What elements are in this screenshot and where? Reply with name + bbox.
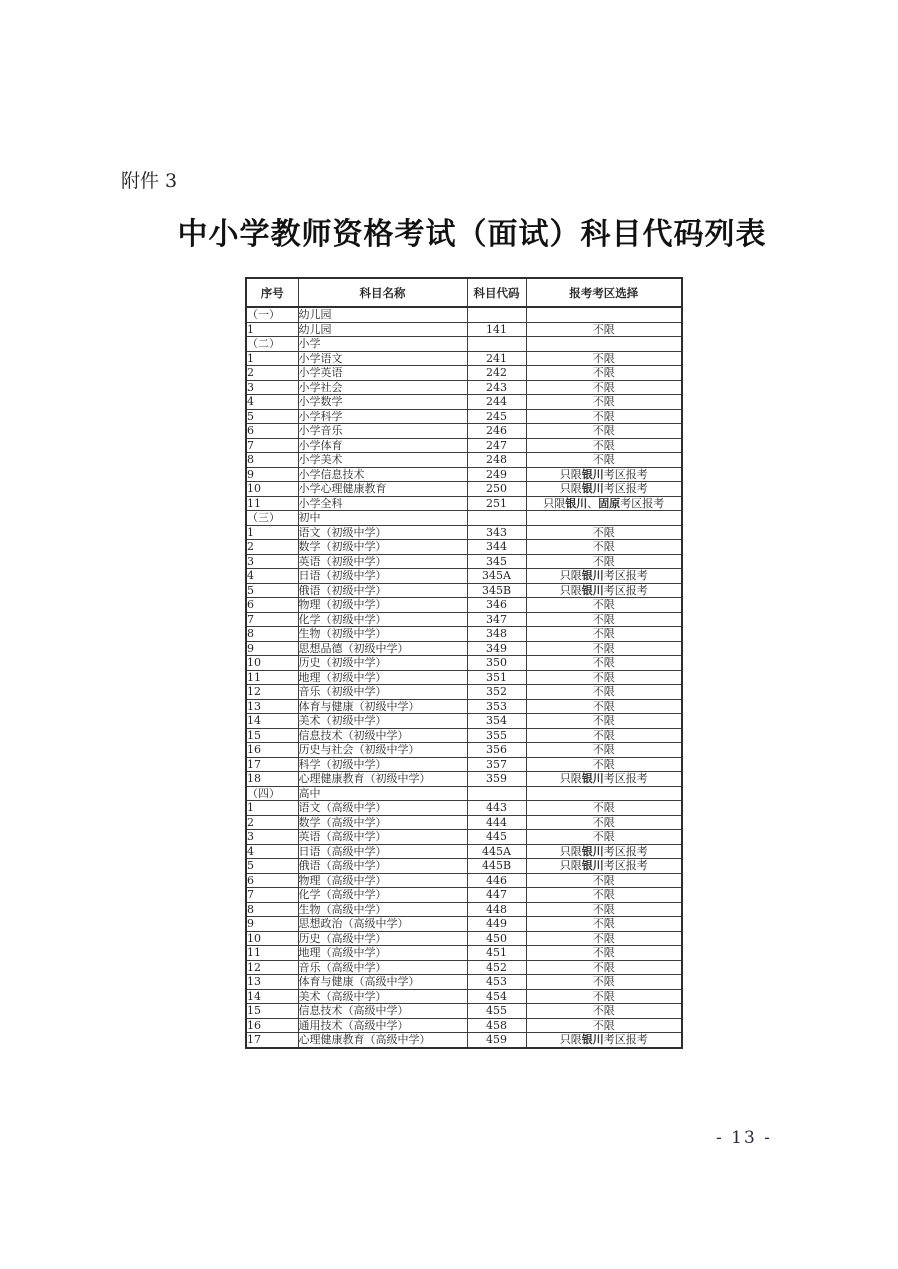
- cell-subject-code: 458: [467, 1018, 526, 1033]
- cell-no: 15: [246, 728, 298, 743]
- cell-subject-code: 346: [467, 598, 526, 613]
- table-row: [246, 960, 682, 975]
- cell-exam-area: 只限银川考区报考: [526, 583, 682, 598]
- cell-no: 2: [246, 540, 298, 555]
- cell-subject-code: [467, 511, 526, 526]
- cell-subject-name: 小学语文: [298, 351, 467, 366]
- cell-subject-name: 音乐（初级中学）: [298, 685, 467, 700]
- cell-no: 6: [246, 424, 298, 439]
- cell-subject-code: 359: [467, 772, 526, 787]
- cell-exam-area: 不限: [526, 757, 682, 772]
- cell-subject-name: 历史（高级中学）: [298, 931, 467, 946]
- cell-no: 9: [246, 917, 298, 932]
- cell-no: 11: [246, 670, 298, 685]
- cell-subject-name: 生物（初级中学）: [298, 627, 467, 642]
- cell-subject-code: 353: [467, 699, 526, 714]
- col-header-no: 序号: [246, 278, 298, 307]
- section-row: [246, 337, 682, 352]
- cell-exam-area: 不限: [526, 612, 682, 627]
- table-row: [246, 540, 682, 555]
- table-row: [246, 569, 682, 584]
- cell-subject-code: 446: [467, 873, 526, 888]
- cell-subject-name: 历史与社会（初级中学）: [298, 743, 467, 758]
- table-row: [246, 583, 682, 598]
- table-row: [246, 989, 682, 1004]
- cell-exam-area: 只限银川考区报考: [526, 859, 682, 874]
- col-header-code: 科目代码: [467, 278, 526, 307]
- cell-subject-code: 451: [467, 946, 526, 961]
- cell-subject-code: 354: [467, 714, 526, 729]
- cell-no: 3: [246, 380, 298, 395]
- cell-exam-area: 不限: [526, 815, 682, 830]
- cell-exam-area: [526, 307, 682, 322]
- cell-subject-code: 445A: [467, 844, 526, 859]
- cell-no: 3: [246, 554, 298, 569]
- cell-subject-name: 小学数学: [298, 395, 467, 410]
- cell-exam-area: 不限: [526, 873, 682, 888]
- table-row: [246, 409, 682, 424]
- cell-no: 10: [246, 482, 298, 497]
- cell-no: 17: [246, 757, 298, 772]
- cell-no: 14: [246, 714, 298, 729]
- cell-no: 5: [246, 409, 298, 424]
- table-row: [246, 931, 682, 946]
- cell-no: 15: [246, 1004, 298, 1019]
- table-row: [246, 699, 682, 714]
- cell-subject-code: 455: [467, 1004, 526, 1019]
- cell-exam-area: 只限银川考区报考: [526, 844, 682, 859]
- cell-exam-area: 只限银川考区报考: [526, 772, 682, 787]
- cell-exam-area: 不限: [526, 554, 682, 569]
- cell-exam-area: 不限: [526, 424, 682, 439]
- cell-subject-name: 幼儿园: [298, 322, 467, 337]
- cell-no: （四）: [246, 786, 298, 801]
- cell-no: 18: [246, 772, 298, 787]
- table-row: [246, 656, 682, 671]
- cell-exam-area: 不限: [526, 322, 682, 337]
- cell-subject-name: 小学信息技术: [298, 467, 467, 482]
- cell-no: 9: [246, 467, 298, 482]
- cell-no: 4: [246, 844, 298, 859]
- cell-no: 13: [246, 699, 298, 714]
- cell-no: 7: [246, 438, 298, 453]
- cell-subject-name: 地理（初级中学）: [298, 670, 467, 685]
- cell-subject-code: 246: [467, 424, 526, 439]
- cell-subject-name: 数学（初级中学）: [298, 540, 467, 555]
- cell-exam-area: 不限: [526, 540, 682, 555]
- cell-exam-area: 不限: [526, 1004, 682, 1019]
- cell-subject-name: 俄语（高级中学）: [298, 859, 467, 874]
- table-row: [246, 757, 682, 772]
- attachment-label: 附件 3: [121, 170, 178, 192]
- table-row: [246, 902, 682, 917]
- cell-subject-name: 物理（初级中学）: [298, 598, 467, 613]
- table-row: [246, 917, 682, 932]
- table-row: [246, 801, 682, 816]
- cell-no: 10: [246, 931, 298, 946]
- cell-subject-name: 英语（初级中学）: [298, 554, 467, 569]
- table-row: [246, 772, 682, 787]
- subject-code-table: [245, 277, 683, 1049]
- subject-code-table-container: [245, 277, 683, 1049]
- cell-exam-area: 不限: [526, 989, 682, 1004]
- cell-subject-code: 244: [467, 395, 526, 410]
- cell-subject-name: 科学（初级中学）: [298, 757, 467, 772]
- cell-exam-area: [526, 337, 682, 352]
- cell-no: 8: [246, 453, 298, 468]
- cell-subject-code: 245: [467, 409, 526, 424]
- cell-no: 16: [246, 1018, 298, 1033]
- cell-subject-code: 250: [467, 482, 526, 497]
- table-row: [246, 1004, 682, 1019]
- table-row: [246, 598, 682, 613]
- cell-subject-code: 251: [467, 496, 526, 511]
- table-row: [246, 438, 682, 453]
- cell-subject-code: 350: [467, 656, 526, 671]
- table-header: [246, 278, 682, 307]
- cell-subject-code: 351: [467, 670, 526, 685]
- table-row: [246, 453, 682, 468]
- table-row: [246, 1033, 682, 1048]
- cell-subject-code: 343: [467, 525, 526, 540]
- table-row: [246, 641, 682, 656]
- table-row: [246, 946, 682, 961]
- cell-exam-area: 只限银川考区报考: [526, 467, 682, 482]
- cell-subject-name: 小学体育: [298, 438, 467, 453]
- cell-subject-name: 日语（初级中学）: [298, 569, 467, 584]
- cell-subject-name: 物理（高级中学）: [298, 873, 467, 888]
- cell-subject-name: 思想政治（高级中学）: [298, 917, 467, 932]
- cell-subject-code: 356: [467, 743, 526, 758]
- cell-subject-name: 美术（初级中学）: [298, 714, 467, 729]
- cell-subject-code: 248: [467, 453, 526, 468]
- cell-exam-area: 只限银川考区报考: [526, 569, 682, 584]
- cell-no: 6: [246, 873, 298, 888]
- cell-subject-name: 信息技术（初级中学）: [298, 728, 467, 743]
- table-row: [246, 467, 682, 482]
- cell-subject-name: 高中: [298, 786, 467, 801]
- cell-subject-code: 447: [467, 888, 526, 903]
- cell-subject-code: 348: [467, 627, 526, 642]
- cell-subject-code: 345A: [467, 569, 526, 584]
- cell-subject-name: 英语（高级中学）: [298, 830, 467, 845]
- cell-no: 5: [246, 859, 298, 874]
- cell-exam-area: 不限: [526, 888, 682, 903]
- cell-exam-area: 不限: [526, 366, 682, 381]
- cell-exam-area: 不限: [526, 685, 682, 700]
- cell-exam-area: 不限: [526, 525, 682, 540]
- cell-no: （三）: [246, 511, 298, 526]
- cell-subject-code: 450: [467, 931, 526, 946]
- cell-subject-name: 音乐（高级中学）: [298, 960, 467, 975]
- cell-subject-name: 日语（高级中学）: [298, 844, 467, 859]
- cell-exam-area: 不限: [526, 380, 682, 395]
- subject-table-body: [246, 307, 682, 1048]
- cell-subject-code: 449: [467, 917, 526, 932]
- cell-exam-area: 不限: [526, 975, 682, 990]
- cell-subject-code: 459: [467, 1033, 526, 1048]
- cell-exam-area: 不限: [526, 946, 682, 961]
- cell-no: 5: [246, 583, 298, 598]
- cell-subject-code: 345: [467, 554, 526, 569]
- cell-exam-area: 不限: [526, 960, 682, 975]
- table-row: [246, 888, 682, 903]
- header-row: [246, 278, 682, 307]
- table-row: [246, 424, 682, 439]
- cell-no: 8: [246, 902, 298, 917]
- cell-no: 2: [246, 815, 298, 830]
- cell-exam-area: 不限: [526, 714, 682, 729]
- cell-subject-code: 247: [467, 438, 526, 453]
- cell-subject-code: 444: [467, 815, 526, 830]
- col-header-area: 报考考区选择: [526, 278, 682, 307]
- cell-subject-name: 小学美术: [298, 453, 467, 468]
- table-row: [246, 380, 682, 395]
- cell-subject-code: 347: [467, 612, 526, 627]
- cell-subject-code: [467, 337, 526, 352]
- cell-no: 10: [246, 656, 298, 671]
- cell-no: 2: [246, 366, 298, 381]
- cell-subject-name: 化学（初级中学）: [298, 612, 467, 627]
- cell-exam-area: 不限: [526, 438, 682, 453]
- cell-subject-name: 数学（高级中学）: [298, 815, 467, 830]
- cell-subject-name: 小学: [298, 337, 467, 352]
- cell-subject-name: 通用技术（高级中学）: [298, 1018, 467, 1033]
- table-row: [246, 366, 682, 381]
- cell-subject-code: 355: [467, 728, 526, 743]
- cell-subject-name: 小学心理健康教育: [298, 482, 467, 497]
- cell-subject-code: 454: [467, 989, 526, 1004]
- cell-subject-name: 小学科学: [298, 409, 467, 424]
- section-row: [246, 786, 682, 801]
- table-row: [246, 728, 682, 743]
- cell-subject-code: 357: [467, 757, 526, 772]
- table-row: [246, 351, 682, 366]
- cell-no: 7: [246, 612, 298, 627]
- cell-exam-area: 不限: [526, 1018, 682, 1033]
- cell-subject-code: 241: [467, 351, 526, 366]
- cell-no: 14: [246, 989, 298, 1004]
- cell-subject-code: 344: [467, 540, 526, 555]
- cell-exam-area: 不限: [526, 453, 682, 468]
- cell-subject-code: 243: [467, 380, 526, 395]
- cell-subject-code: 242: [467, 366, 526, 381]
- cell-no: 6: [246, 598, 298, 613]
- table-row: [246, 685, 682, 700]
- cell-subject-code: 349: [467, 641, 526, 656]
- cell-subject-name: 思想品德（初级中学）: [298, 641, 467, 656]
- cell-subject-code: 445: [467, 830, 526, 845]
- cell-subject-name: 心理健康教育（高级中学）: [298, 1033, 467, 1048]
- table-row: [246, 743, 682, 758]
- page-number: - 13 -: [716, 1128, 772, 1148]
- table-row: [246, 1018, 682, 1033]
- cell-subject-code: 352: [467, 685, 526, 700]
- cell-no: 1: [246, 351, 298, 366]
- table-row: [246, 322, 682, 337]
- cell-subject-name: 小学英语: [298, 366, 467, 381]
- cell-exam-area: 不限: [526, 743, 682, 758]
- cell-subject-name: 体育与健康（初级中学）: [298, 699, 467, 714]
- table-row: [246, 844, 682, 859]
- cell-exam-area: 只限银川考区报考: [526, 1033, 682, 1048]
- cell-no: 9: [246, 641, 298, 656]
- cell-subject-code: 141: [467, 322, 526, 337]
- table-row: [246, 525, 682, 540]
- cell-exam-area: 不限: [526, 656, 682, 671]
- cell-subject-name: 生物（高级中学）: [298, 902, 467, 917]
- cell-no: 8: [246, 627, 298, 642]
- cell-subject-name: 语文（初级中学）: [298, 525, 467, 540]
- table-row: [246, 627, 682, 642]
- table-row: [246, 670, 682, 685]
- table-row: [246, 815, 682, 830]
- cell-subject-name: 美术（高级中学）: [298, 989, 467, 1004]
- cell-no: 16: [246, 743, 298, 758]
- cell-no: 1: [246, 525, 298, 540]
- cell-exam-area: 只限银川考区报考: [526, 482, 682, 497]
- cell-no: 11: [246, 946, 298, 961]
- cell-no: 12: [246, 960, 298, 975]
- cell-subject-code: [467, 786, 526, 801]
- cell-exam-area: 不限: [526, 931, 682, 946]
- table-row: [246, 859, 682, 874]
- cell-subject-name: 信息技术（高级中学）: [298, 1004, 467, 1019]
- table-row: [246, 873, 682, 888]
- cell-subject-code: 443: [467, 801, 526, 816]
- cell-exam-area: 不限: [526, 395, 682, 410]
- cell-subject-code: 452: [467, 960, 526, 975]
- cell-subject-name: 地理（高级中学）: [298, 946, 467, 961]
- table-row: [246, 714, 682, 729]
- cell-exam-area: 不限: [526, 917, 682, 932]
- cell-subject-name: 体育与健康（高级中学）: [298, 975, 467, 990]
- cell-no: 7: [246, 888, 298, 903]
- cell-no: 4: [246, 569, 298, 584]
- cell-subject-code: 249: [467, 467, 526, 482]
- cell-subject-code: [467, 307, 526, 322]
- cell-subject-name: 化学（高级中学）: [298, 888, 467, 903]
- cell-exam-area: 不限: [526, 830, 682, 845]
- cell-no: 11: [246, 496, 298, 511]
- table-row: [246, 496, 682, 511]
- cell-exam-area: [526, 511, 682, 526]
- cell-no: 1: [246, 801, 298, 816]
- table-row: [246, 830, 682, 845]
- cell-exam-area: 只限银川、固原考区报考: [526, 496, 682, 511]
- cell-exam-area: 不限: [526, 598, 682, 613]
- cell-exam-area: 不限: [526, 902, 682, 917]
- section-row: [246, 511, 682, 526]
- cell-subject-name: 语文（高级中学）: [298, 801, 467, 816]
- table-row: [246, 975, 682, 990]
- table-row: [246, 612, 682, 627]
- cell-no: 3: [246, 830, 298, 845]
- cell-no: （一）: [246, 307, 298, 322]
- cell-exam-area: 不限: [526, 801, 682, 816]
- cell-subject-name: 小学社会: [298, 380, 467, 395]
- cell-no: 12: [246, 685, 298, 700]
- cell-exam-area: 不限: [526, 409, 682, 424]
- cell-no: 17: [246, 1033, 298, 1048]
- cell-subject-name: 幼儿园: [298, 307, 467, 322]
- cell-exam-area: 不限: [526, 728, 682, 743]
- cell-no: 13: [246, 975, 298, 990]
- cell-exam-area: 不限: [526, 699, 682, 714]
- cell-no: 1: [246, 322, 298, 337]
- table-row: [246, 482, 682, 497]
- cell-subject-name: 小学全科: [298, 496, 467, 511]
- cell-subject-code: 448: [467, 902, 526, 917]
- cell-exam-area: 不限: [526, 641, 682, 656]
- cell-subject-code: 453: [467, 975, 526, 990]
- page-title: 中小学教师资格考试（面试）科目代码列表: [177, 217, 767, 252]
- cell-subject-code: 445B: [467, 859, 526, 874]
- cell-subject-name: 心理健康教育（初级中学）: [298, 772, 467, 787]
- cell-exam-area: 不限: [526, 670, 682, 685]
- table-row: [246, 554, 682, 569]
- cell-subject-name: 小学音乐: [298, 424, 467, 439]
- cell-exam-area: 不限: [526, 627, 682, 642]
- cell-subject-name: 历史（初级中学）: [298, 656, 467, 671]
- section-row: [246, 307, 682, 322]
- cell-subject-code: 345B: [467, 583, 526, 598]
- cell-exam-area: [526, 786, 682, 801]
- cell-exam-area: 不限: [526, 351, 682, 366]
- table-row: [246, 395, 682, 410]
- cell-subject-name: 初中: [298, 511, 467, 526]
- col-header-name: 科目名称: [298, 278, 467, 307]
- cell-no: （二）: [246, 337, 298, 352]
- cell-no: 4: [246, 395, 298, 410]
- cell-subject-name: 俄语（初级中学）: [298, 583, 467, 598]
